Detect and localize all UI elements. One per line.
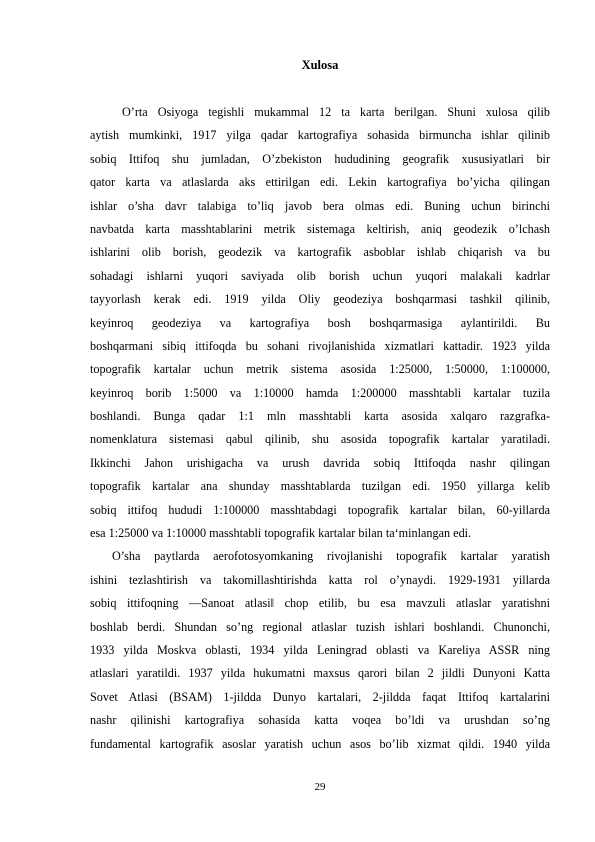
text-line: Ikkinchi Jahon urishigacha va urush davrida sobiq Ittifoqda nashr qilingan [90, 455, 550, 470]
text-line: ishlarini olib borish, geodezik va kartografik asboblar ishlab chiqarish va bu [90, 245, 550, 260]
page-title: Xulosa [301, 58, 339, 72]
text-line: Sovet Atlasi (BSAM) 1-jildda Dunyo kartalari, 2-jildda faqat Ittifoq kartalarini [90, 689, 550, 704]
text-line: ishlar o’sha davr talabiga to’liq javob bera olmas edi. Buning uchun birinchi [90, 198, 550, 213]
text-line: aytish mumkinki, 1917 yilga qadar kartografiya sohasida birmuncha ishlar qilinib [90, 128, 550, 143]
text-line: O’sha paytlarda aerofotosyomkaning rivojlanishi topografik kartalar yaratish [112, 549, 550, 564]
text-line: topografik kartalar uchun metrik sistema asosida 1:25000, 1:50000, 1:100000, [90, 362, 550, 377]
text-line: navbatda karta masshtablarini metrik sistemaga keltirish, aniq geodezik o’lchash [90, 221, 550, 236]
text-line: nashr qilinishi kartografiya sohasida katta voqea bo’ldi va urushdan so’ng [90, 713, 550, 728]
text-line: topografik kartalar ana shunday masshtablarda tuzilgan edi. 1950 yillarga kelib [90, 479, 550, 494]
text-line: sohadagi ishlarni yuqori saviyada olib borish uchun yuqori malakali kadrlar [90, 268, 550, 283]
text-line: nomenklatura sistemasi qabul qilinib, shu asosida topografik kartalar yaratiladi. [90, 432, 550, 447]
text-line: sobiq ittifoqning ―Sanoat atlasi‖ chop etilib, bu esa mavzuli atlaslar yaratishni [90, 596, 550, 611]
text-line: O’rta Osiyoga tegishli mukammal 12 ta karta berilgan. Shuni xulosa qilib [122, 105, 550, 119]
paragraph [90, 104, 550, 548]
text-line: keyinroq borib 1:5000 va 1:10000 hamda 1:200000 masshtabli kartalar tuzila [90, 385, 550, 400]
text-line: ishini tezlashtirish va takomillashtirishda katta rol o’ynaydi. 1929-1931 yillarda [90, 572, 550, 587]
text-line: atlaslari yaratildi. 1937 yilda hukumatni maxsus qarori bilan 2 jildli Dunyoni Katta [90, 666, 550, 681]
text-line: 1933 yilda Moskva oblasti, 1934 yilda Leningrad oblasti va Kareliya ASSR ning [90, 642, 550, 657]
text-line: esa 1:25000 va 1:10000 masshtabli topografik kartalar bilan ta‘minlangan edi. [90, 526, 472, 541]
text-line: sobiq Ittifoq shu jumladan, O’zbekiston hududining geografik xususiyatlari bir [90, 151, 550, 166]
text-line: boshqarmani sibiq ittifoqda bu sohani rivojlanishida xizmatlari kattadir. 1923 yilda [90, 338, 550, 353]
page-number: 29 [314, 781, 326, 793]
text-line: fundamental kartografik asoslar yaratish uchun asos bo’lib xizmat qildi. 1940 yilda [90, 736, 550, 751]
text-line: boshlab berdi. Shundan so’ng regional atlaslar tuzish ishlari boshlandi. Chunonchi, [90, 619, 550, 634]
text-line: boshlandi. Bunga qadar 1:1 mln masshtabli karta asosida xalqaro razgrafka- [90, 409, 550, 424]
body-text [90, 104, 550, 759]
text-line: keyinroq geodeziya va kartografiya bosh boshqarmasiga aylantirildi. Bu [90, 315, 550, 330]
paragraph [90, 548, 550, 759]
text-line: tayyorlash kerak edi. 1919 yilda Oliy geodeziya boshqarmasi tashkil qilinib, [90, 292, 550, 307]
text-line: qator karta va atlaslarda aks ettirilgan edi. Lekin kartografiya bo’yicha qilingan [90, 175, 550, 190]
text-line: sobiq ittifoq hududi 1:100000 masshtabdagi topografik kartalar bilan, 60-yillarda [90, 502, 550, 517]
